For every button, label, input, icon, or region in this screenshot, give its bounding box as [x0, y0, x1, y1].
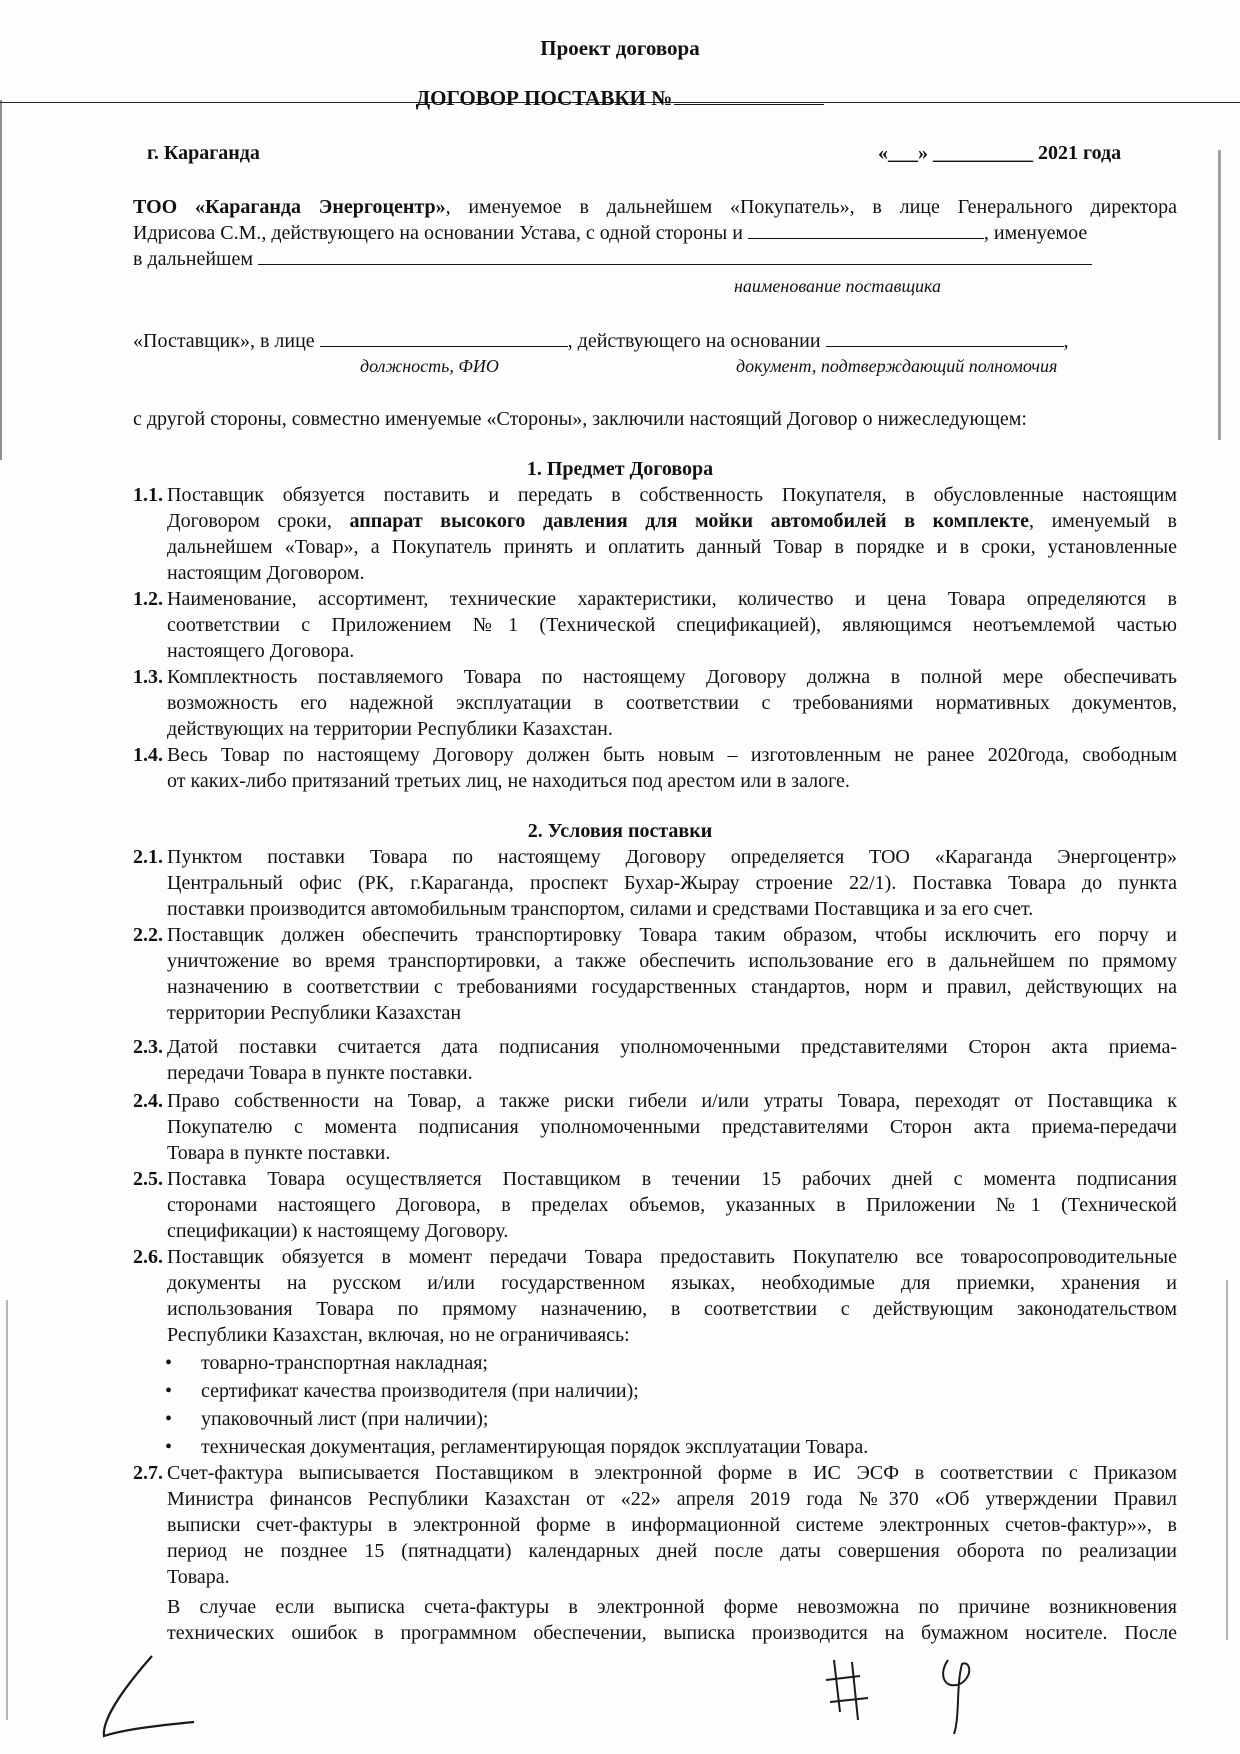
parties-line	[133, 248, 1092, 271]
initials-mark	[820, 1650, 890, 1730]
clause-line: Право собственности на Товар, а также риски гибели и/или утраты Товара, переходят от Поставщика к	[167, 1090, 1177, 1112]
bullet-icon: •	[165, 1380, 173, 1402]
parties-text: Идрисова С.М., действующего на основании Устава, с одной стороны и	[133, 222, 743, 244]
bullet-icon: •	[165, 1352, 173, 1374]
clause-line: Товара.	[167, 1566, 230, 1588]
scan-mark	[1218, 150, 1221, 440]
parties-line	[133, 330, 1069, 353]
clause-line: спецификации) к настоящему Договору.	[167, 1220, 509, 1242]
clause-number: 2.3.	[133, 1036, 163, 1058]
clause-line: настоящим Договором.	[167, 562, 365, 584]
hint-document: документ, подтверждающий полномочия	[736, 356, 1058, 376]
contract-number-blank	[674, 86, 824, 105]
position-blank	[320, 330, 568, 347]
list-item: сертификат качества производителя (при наличии);	[201, 1380, 639, 1402]
clause-text: , именуемый в	[1028, 510, 1177, 532]
clause-line: выписки счет-фактуры в электронной форме в информационной системе электронных счетов-фактур»», в	[167, 1514, 1177, 1536]
parties-text: , именуемое в дальнейшем «Покупатель», в лице Генерального директора	[445, 196, 1178, 218]
signature-mark	[92, 1650, 202, 1744]
bullet-icon: •	[165, 1436, 173, 1458]
clause-number: 1.3.	[133, 666, 163, 688]
clause-line: Весь Товар по настоящему Договору должен быть новым – изготовленным не ранее 2020года, свободным	[167, 744, 1177, 766]
parties-text: «Поставщик», в лице	[133, 330, 315, 352]
parties-text: ,	[1063, 330, 1069, 352]
parties-text: , именуемое	[983, 222, 1088, 244]
clause-line: назначению в соответствии с требованиями государственных стандартов, норм и правил, действующих на	[167, 976, 1177, 998]
clause-line: Центральный офис (РК, г.Караганда, проспект Бухар-Жырау строение 22/1). Поставка Товара до пункта	[167, 872, 1177, 894]
scan-mark	[6, 1300, 8, 1720]
clause-number: 1.2.	[133, 588, 163, 610]
hint-supplier: наименование поставщика	[734, 276, 942, 296]
buyer-name: ТОО «Караганда Энергоцентр»	[133, 196, 446, 218]
contract-date: «___» __________ 2021 года	[878, 142, 1122, 164]
section-heading: 2. Условия поставки	[527, 820, 713, 842]
clause-line: настоящего Договора.	[167, 640, 355, 662]
parties-text: в дальнейшем	[133, 248, 253, 270]
clause-line: Наименование, ассортимент, технические характеристики, количество и цена Товара определяются в	[167, 588, 1177, 610]
clause-line: от каких-либо притязаний третьих лиц, не находиться под арестом или в залоге.	[167, 770, 850, 792]
parties-closing: с другой стороны, совместно именуемые «Стороны», заключили настоящий Договор о нижеследующем:	[133, 408, 1027, 430]
document-blank	[826, 330, 1064, 347]
clause-line: В случае если выписка счета-фактуры в электронной форме невозможна по причине возникновения	[167, 1596, 1177, 1618]
list-item: упаковочный лист (при наличии);	[201, 1408, 489, 1430]
clause-line: использования Товара по прямому назначению, в соответствии с действующим законодательством	[167, 1298, 1177, 1320]
clause-line: Счет-фактура выписывается Поставщиком в электронной форме в ИС ЭСФ в соответствии с Приказом	[167, 1462, 1177, 1484]
clause-line: поставки производится автомобильным транспортом, силами и средствами Поставщика и за его счет.	[167, 898, 1034, 920]
clause-line: документы на русском и/или государственном языках, необходимые для приемки, хранения и	[167, 1272, 1177, 1294]
clause-line: уничтожение во время транспортировки, а также обеспечить использование его в дальнейшем по прямому	[167, 950, 1177, 972]
clause-line: Пунктом поставки Товара по настоящему Договору определяется ТОО «Караганда Энергоцентр»	[167, 846, 1177, 868]
draft-label: Проект договора	[540, 36, 700, 60]
clause-number: 2.4.	[133, 1090, 163, 1112]
goods-name: аппарат высокого давления для мойки автомобилей в комплекте	[349, 510, 1029, 532]
clause-line: Комплектность поставляемого Товара по настоящему Договору должна в полной мере обеспечивать	[167, 666, 1177, 688]
supplier-name-blank	[258, 248, 1092, 265]
clause-number: 2.1.	[133, 846, 163, 868]
section-heading: 1. Предмет Договора	[526, 458, 714, 480]
clause-line: Поставщик обязуется в момент передачи Товара предоставить Покупателю все товаросопроводительные	[167, 1246, 1177, 1268]
clause-line: дальнейшем «Товар», а Покупатель принять и оплатить данный Товар в порядке и в сроки, установленные	[167, 536, 1177, 558]
clause-line: Датой поставки считается дата подписания уполномоченными представителями Сторон акта приема-	[167, 1036, 1177, 1058]
scan-mark	[0, 100, 2, 460]
clause-line: соответствии с Приложением №1 (Технической спецификацией), являющимся неотъемлемой частью	[167, 614, 1177, 636]
clause-line: Республики Казахстан, включая, но не ограничиваясь:	[167, 1324, 630, 1346]
clause-line: Министра финансов Республики Казахстан от «22» апреля 2019 года №370 «Об утверждении Правил	[167, 1488, 1177, 1510]
clause-number: 1.1.	[133, 484, 163, 506]
clause-line: Поставка Товара осуществляется Поставщиком в течении 15 рабочих дней с момента подписания	[167, 1168, 1177, 1190]
clause-line: технических ошибок в программном обеспечении, выписка производится на бумажном носителе. После	[167, 1622, 1177, 1644]
clause-number: 2.5.	[133, 1168, 163, 1190]
contract-title-text: ДОГОВОР ПОСТАВКИ №	[415, 86, 673, 110]
clause-line: Товара в пункте поставки.	[167, 1142, 391, 1164]
hint-position: должность, ФИО	[360, 356, 499, 376]
list-item: техническая документация, регламентирующая порядок эксплуатации Товара.	[201, 1436, 869, 1458]
parties-text: , действующего на основании	[567, 330, 821, 352]
clause-line: передачи Товара в пункте поставки.	[167, 1062, 473, 1084]
clause-line: сторонами настоящего Договора, в пределах объемов, указанных в Приложении №1 (Технической	[167, 1194, 1177, 1216]
clause-number: 2.6.	[133, 1246, 163, 1268]
clause-line: территории Республики Казахстан	[167, 1002, 462, 1024]
initials-mark	[930, 1646, 990, 1738]
clause-number: 2.2.	[133, 924, 163, 946]
clause-line: действующих на территории Республики Казахстан.	[167, 718, 613, 740]
contract-city: г. Караганда	[147, 142, 260, 164]
clause-line: Поставщик обязуется поставить и передать в собственность Покупателя, в обусловленные настоящим	[167, 484, 1177, 506]
contract-title	[0, 86, 1240, 111]
parties-line	[133, 196, 1177, 219]
parties-line	[133, 222, 1087, 245]
scan-mark	[1226, 1280, 1228, 1640]
supplier-blank	[748, 222, 984, 239]
clause-text: Договором сроки,	[167, 510, 350, 532]
bullet-icon: •	[165, 1408, 173, 1430]
clause-line: период не позднее 15 (пятнадцати) календарных дней после даты совершения оборота по реализации	[167, 1540, 1177, 1562]
clause-line: возможность его надежной эксплуатации в соответствии с требованиями нормативных документов,	[167, 692, 1177, 714]
clause-line: Поставщик должен обеспечить транспортировку Товара таким образом, чтобы исключить его порчу и	[167, 924, 1177, 946]
clause-line: Покупателю с момента подписания уполномоченными представителями Сторон акта приема-передачи	[167, 1116, 1177, 1138]
list-item: товарно-транспортная накладная;	[201, 1352, 488, 1374]
clause-number: 2.7.	[133, 1462, 163, 1484]
clause-line	[167, 510, 1177, 533]
clause-number: 1.4.	[133, 744, 163, 766]
